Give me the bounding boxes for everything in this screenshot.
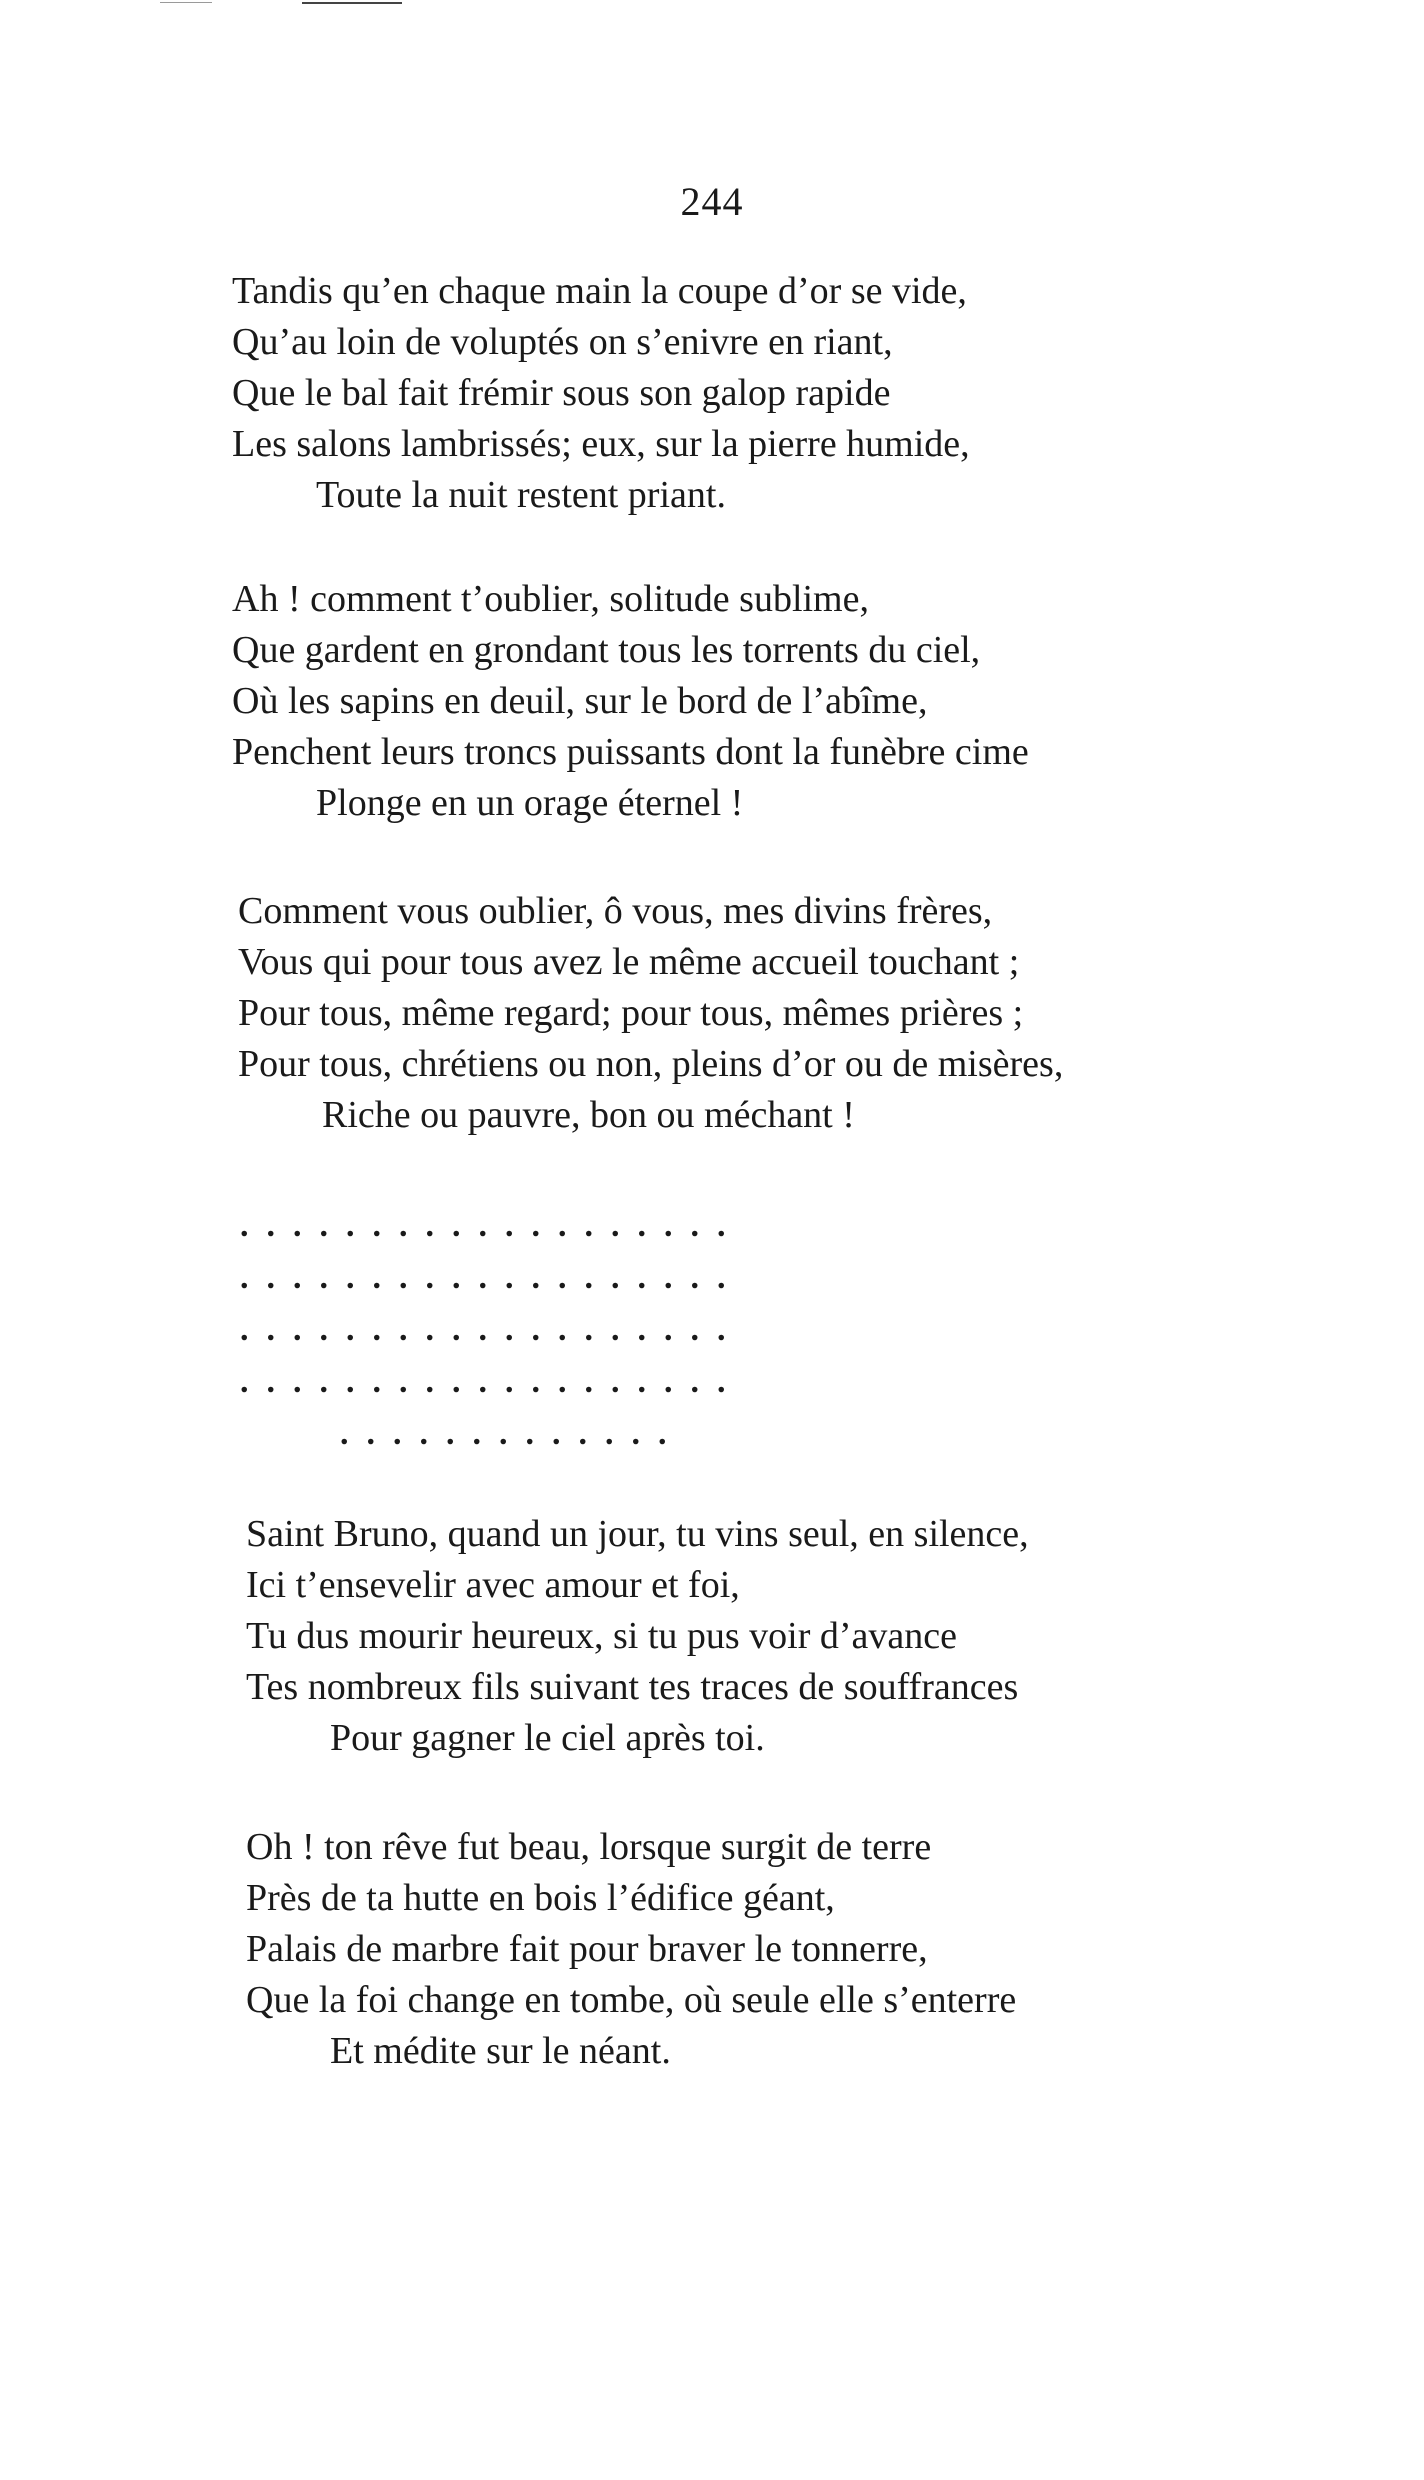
omission-dots xyxy=(240,1200,1060,1460)
dot-row: ................... xyxy=(240,1207,744,1244)
verse-line: Ah ! comment t’oublier, solitude sublime, xyxy=(232,578,869,620)
verse-refrain-line: Pour gagner le ciel après toi. xyxy=(330,1717,765,1759)
verse-line: Pour tous, chrétiens ou non, pleins d’or ou de misères, xyxy=(238,1043,1064,1085)
stanza-1 xyxy=(232,266,1252,521)
verse-line: Que la foi change en tombe, où seule elle s’enterre xyxy=(246,1979,1017,2021)
dot-row: ................... xyxy=(240,1363,744,1400)
verse-line: Tes nombreux fils suivant tes traces de souffrances xyxy=(246,1666,1019,1708)
dot-row: ............. xyxy=(340,1415,685,1452)
verse-refrain-line: Plonge en un orage éternel ! xyxy=(316,782,744,824)
verse-line: Oh ! ton rêve fut beau, lorsque surgit de terre xyxy=(246,1826,932,1868)
verse-line: Les salons lambrissés; eux, sur la pierre humide, xyxy=(232,423,970,465)
stanza-4 xyxy=(246,1509,1266,1764)
stanza-5 xyxy=(246,1822,1266,2077)
verse-line: Comment vous oublier, ô vous, mes divins frères, xyxy=(238,890,993,932)
verse-line: Que gardent en grondant tous les torrents du ciel, xyxy=(232,629,981,671)
verse-line: Tandis qu’en chaque main la coupe d’or se vide, xyxy=(232,270,967,312)
verse-refrain-line: Riche ou pauvre, bon ou méchant ! xyxy=(322,1094,855,1136)
verse-line: Vous qui pour tous avez le même accueil touchant ; xyxy=(238,941,1020,983)
verse-line: Près de ta hutte en bois l’édifice géant, xyxy=(246,1877,835,1919)
verse-line: Palais de marbre fait pour braver le tonnerre, xyxy=(246,1928,928,1970)
page-number: 244 xyxy=(680,179,744,224)
verse-line: Tu dus mourir heureux, si tu pus voir d’avance xyxy=(246,1615,957,1657)
verse-line: Où les sapins en deuil, sur le bord de l’abîme, xyxy=(232,680,928,722)
stanza-2 xyxy=(232,574,1252,829)
verse-line: Pour tous, même regard; pour tous, mêmes prières ; xyxy=(238,992,1024,1034)
verse-line: Saint Bruno, quand un jour, tu vins seul, en silence, xyxy=(246,1513,1029,1555)
stanza-3 xyxy=(238,886,1258,1141)
top-rule-left xyxy=(160,2,212,3)
verse-line: Penchent leurs troncs puissants dont la funèbre cime xyxy=(232,731,1029,773)
top-rule-right xyxy=(302,2,402,4)
verse-refrain-line: Et médite sur le néant. xyxy=(330,2030,671,2072)
dot-row: ................... xyxy=(240,1259,744,1296)
dot-row: ................... xyxy=(240,1311,744,1348)
verse-line: Ici t’ensevelir avec amour et foi, xyxy=(246,1564,740,1606)
verse-line: Que le bal fait frémir sous son galop rapide xyxy=(232,372,891,414)
verse-refrain-line: Toute la nuit restent priant. xyxy=(316,474,726,516)
verse-line: Qu’au loin de voluptés on s’enivre en riant, xyxy=(232,321,893,363)
